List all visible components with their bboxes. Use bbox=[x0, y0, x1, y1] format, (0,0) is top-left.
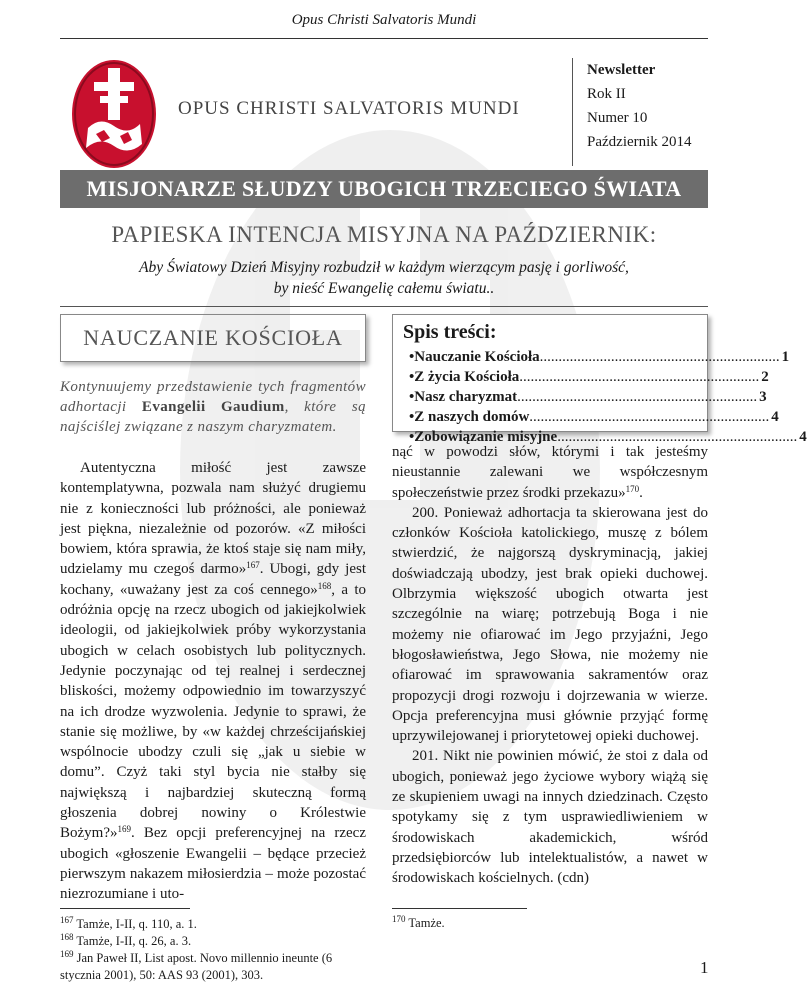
issue-info bbox=[572, 58, 712, 166]
text-run: . Ubogi, gdy jest kochany, «uważany jest za coś cennego» bbox=[60, 561, 366, 598]
footnote-ref[interactable]: 168 bbox=[317, 580, 332, 591]
intention-text bbox=[0, 257, 768, 299]
toc-list bbox=[409, 347, 807, 447]
text-run: Autentyczna miłość jest zawsze kontemplatywna, pozwala nam służyć drugiemu nie z konieczności lub próżności, ale ponieważ jest piękna, niezależnie od pozorów. «Z miłości bowiem, która sprawia, że ktoś staje się nam miły, udzielamy mu czegoś darmo» bbox=[60, 460, 366, 578]
footnote-text: Tamże. bbox=[408, 916, 445, 930]
footnote-number: 170 bbox=[392, 914, 406, 924]
footnote-text: Jan Paweł II, List apost. Novo millennio ineunte (6 stycznia 2001), 50: AAS 93 (2001), 303. bbox=[60, 951, 333, 982]
bullet-icon: • bbox=[409, 349, 415, 365]
lead-text-post: , które są najściślej związane z naszym charyzmatem. bbox=[60, 399, 366, 435]
toc-page: 4 bbox=[799, 429, 807, 445]
section-rule bbox=[60, 306, 708, 307]
intention-title: PAPIESKA INTENCJA MISYJNA NA PAŹDZIERNIK: bbox=[111, 222, 657, 247]
toc-page: 1 bbox=[781, 349, 790, 365]
toc-label: Nauczanie Kościoła bbox=[414, 349, 540, 365]
column-right bbox=[392, 442, 708, 889]
toc-label: Nasz charyzmat bbox=[414, 389, 518, 405]
column-left bbox=[60, 458, 366, 905]
toc-page: 4 bbox=[771, 409, 779, 425]
issue-number: Numer 10 bbox=[587, 110, 648, 126]
text-run: , a to odróżnia opcję na rzecz ubogich od jakiejkolwiek ideologii, od jakiejkolwiek próby wykorzystania ubogich w celach osobistych lub politycznych. Jedynie poczynając od tej realnej i serdecznej bliskości, możemy odpowiednio im towarzyszyć na ich drodze wyzwolenia. Jedynie to sprawi, że stanie się możliwe, by «w każdej chrześcijańskiej wspólnocie ubodzy czuli się „jak u siebie w domu”. Czyż taki styl bycia nie stałby się największą i najbardziej skuteczną formą głoszenia dobrej nowiny o Królestwie Bożym?» bbox=[60, 581, 366, 842]
issue-type: Newsletter bbox=[587, 62, 656, 78]
section-heading: NAUCZANIE KOŚCIOŁA bbox=[60, 314, 366, 362]
lead-text-pre: Kontynuujemy przedstawienie tych fragmentów adhortacji bbox=[60, 379, 366, 415]
toc-item[interactable] bbox=[409, 427, 807, 447]
toc-leader: ................................................................ bbox=[519, 369, 760, 385]
footnote-ref[interactable]: 169 bbox=[117, 824, 131, 835]
lead-text-bold: Evangelii Gaudium bbox=[141, 399, 285, 415]
footnote-rule bbox=[392, 908, 527, 909]
footnotes-left bbox=[60, 916, 366, 984]
issue-year: Rok II bbox=[587, 86, 626, 102]
banner-title: MISJONARZE SŁUDZY UBOGICH TRZECIEGO ŚWIATA bbox=[60, 170, 708, 208]
footnote-text: Tamże, I-II, q. 110, a. 1. bbox=[76, 917, 197, 931]
toc-page: 3 bbox=[759, 389, 767, 405]
table-of-contents bbox=[392, 314, 807, 445]
bullet-icon: • bbox=[409, 389, 415, 405]
lead-paragraph bbox=[60, 377, 366, 437]
bullet-icon: • bbox=[409, 429, 415, 445]
footnote-number: 168 bbox=[60, 932, 74, 942]
paragraph-201: 201. Nikt nie powinien mówić, że stoi z dala od ubogich, ponieważ jego życiowe wybory wiążą się ze skupieniem uwagi na innych dziedzinach. Często spotykamy się z tym usprawiedliwieniem w środowiskach akademickich, wśród przedsiębiorców lub intelektualistów, a nawet w środowiskach kościelnych. (cdn) bbox=[392, 748, 708, 887]
text-run: . Bez opcji preferencyjnej na rzecz ubogich «głoszenie Ewangelii – będące przecież pierwszym nakazem miłosierdzia – może pozostać niezrozumiane i uto- bbox=[60, 825, 366, 903]
toc-leader: ................................................................ bbox=[539, 349, 780, 365]
page-number: 1 bbox=[700, 958, 709, 977]
toc-item[interactable] bbox=[409, 387, 767, 407]
bullet-icon: • bbox=[409, 369, 415, 385]
text-run: nąć w powodzi słów, którymi i tak jesteśmy nieustannie zalewani we współczesnym społeczeństwie przez środki przekazu» bbox=[392, 444, 708, 501]
footnote bbox=[60, 916, 366, 933]
text-run: . bbox=[639, 484, 643, 501]
footnote-rule bbox=[60, 908, 190, 909]
toc-leader: ................................................................ bbox=[517, 389, 758, 405]
footnote-ref[interactable]: 167 bbox=[246, 560, 260, 571]
toc-item[interactable] bbox=[409, 367, 769, 387]
intention-line-2: by nieść Ewangelię całemu światu.. bbox=[273, 280, 495, 297]
toc-item[interactable] bbox=[409, 347, 790, 367]
footnote bbox=[60, 950, 366, 984]
paragraph bbox=[60, 458, 366, 905]
header-rule bbox=[60, 38, 708, 39]
order-emblem-icon bbox=[70, 58, 158, 170]
bullet-icon: • bbox=[409, 409, 415, 425]
toc-item[interactable] bbox=[409, 407, 779, 427]
toc-label: Z życia Kościoła bbox=[414, 369, 520, 385]
brand-title: OPUS CHRISTI SALVATORIS MUNDI bbox=[178, 98, 520, 119]
paragraph-200: 200. Ponieważ adhortacja ta skierowana jest do członków Kościoła katolickiego, muszę z bólem stwierdzić, że najgorszą dyskryminacją, jakiej doświadczają ubodzy, jest brak opieki duchowej. Olbrzymia większość ubogich otwarta jest szczególnie na wiarę; potrzebują Boga i nie możemy nie ofiarować im Jego przyjaźni, Jego błogosławieństwa, Jego Słowa, nie możemy nie ofiarować im sprawowania sakramentów oraz propozycji drogi rozwoju i dojrzewania w wierze. Opcja preferencyjna musi głównie przyjąć formę uprzywilejowanej i priorytetowej opieki duchowej. bbox=[392, 504, 708, 745]
footnote-number: 167 bbox=[60, 915, 74, 925]
toc-label: Zobowiązanie misyjne bbox=[414, 429, 558, 445]
running-title: Opus Christi Salvatoris Mundi bbox=[291, 12, 477, 28]
paragraph bbox=[392, 442, 708, 503]
toc-leader: ................................................................ bbox=[529, 409, 770, 425]
toc-leader: ................................................................ bbox=[557, 429, 798, 445]
footnote-right bbox=[392, 916, 445, 931]
issue-date: Październik 2014 bbox=[587, 134, 692, 150]
footnote-ref[interactable]: 170 bbox=[625, 483, 640, 494]
footnote bbox=[60, 933, 366, 950]
toc-title: Spis treści: bbox=[403, 321, 497, 343]
toc-page: 2 bbox=[761, 369, 769, 385]
toc-label: Z naszych domów bbox=[414, 409, 530, 425]
footnote-number: 169 bbox=[60, 949, 74, 959]
intention-line-1: Aby Światowy Dzień Misyjny rozbudził w każdym wierzącym pasję i gorliwość, bbox=[139, 259, 629, 276]
footnote-text: Tamże, I-II, q. 26, a. 3. bbox=[76, 934, 192, 948]
